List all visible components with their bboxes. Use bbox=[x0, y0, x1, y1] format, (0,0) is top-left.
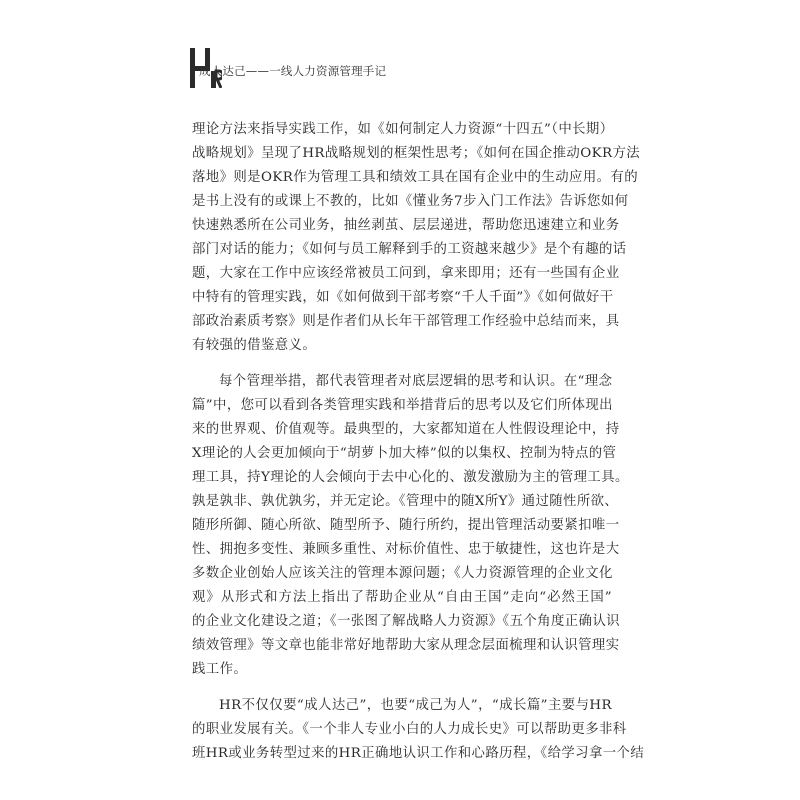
text-line: HR不仅仅要“成人达己”，也要“成己为人”，“成长篇”主要与HR bbox=[219, 698, 612, 713]
text-line: 随形所御、随心所欲、随型所予、随行所约，提出管理活动要紧扣唯一 bbox=[192, 518, 620, 533]
text-line: 的企业文化建设之道；《一张图了解战略人力资源》《五个角度正确认识 bbox=[192, 614, 620, 629]
text-line: 理论方法来指导实践工作，如《如何制定人力资源“十四五”（中长期） bbox=[192, 122, 614, 137]
text-line: 孰是孰非、孰优孰劣，并无定论。《管理中的随X所Y》通过随性所欲、 bbox=[192, 494, 619, 509]
text-line: 是书上没有的或课上不教的，比如《懂业务7步入门工作法》告诉您如何 bbox=[192, 194, 629, 209]
text-line: 中特有的管理实践，如《如何做到干部考察“千人千面”》《如何做好干 bbox=[192, 290, 614, 305]
paragraph bbox=[192, 694, 645, 766]
text-line: 班HR或业务转型过来的HR正确地认识工作和心路历程，《给学习拿一个结 bbox=[192, 746, 645, 761]
text-line: 题，大家在工作中应该经常被员工问到，拿来即用；还有一些国有企业 bbox=[192, 266, 620, 281]
text-line: 观》从形式和方法上指出了帮助企业从“自由王国”走向“必然王国” bbox=[192, 590, 612, 605]
paragraph-gap bbox=[192, 358, 612, 370]
text-line: 快速熟悉所在公司业务，抽丝剥茧、层层递进，帮助您迅速建立和业务 bbox=[192, 218, 620, 233]
text-line: 理工具，持Y理论的人会倾向于去中心化的、激发激励为主的管理工具。 bbox=[192, 470, 629, 485]
paragraph bbox=[192, 118, 641, 358]
text-line: 的职业发展有关。《一个非人专业小白的人力成长史》可以帮助更多非科 bbox=[192, 722, 627, 737]
text-line: 性、拥抱多变性、兼顾多重性、对标价值性、忠于敏捷性，这也许是大 bbox=[192, 542, 620, 557]
text-line: 落地》则是OKR作为管理工具和绩效工具在国有企业中的生动应用。有的 bbox=[192, 170, 638, 185]
text-line: 部门对话的能力；《如何与员工解释到手的工资越来越少》是个有趣的话 bbox=[192, 242, 627, 257]
paragraph-gap bbox=[192, 682, 612, 694]
text-line: 有较强的借鉴意义。 bbox=[192, 338, 317, 353]
paragraph bbox=[192, 370, 629, 682]
running-header: 成人达己——一线人力资源管理手记 bbox=[199, 64, 387, 78]
text-line: 绩效管理》等文章也能非常好地帮助大家从理念层面梳理和认识管理实 bbox=[192, 638, 620, 653]
text-line: 战略规划》呈现了HR战略规划的框架性思考；《如何在国企推动OKR方法 bbox=[192, 146, 641, 161]
text-line: 多数企业创始人应该关注的管理本源问题；《人力资源管理的企业文化 bbox=[192, 566, 613, 581]
text-line: 每个管理举措，都代表管理者对底层逻辑的思考和认识。在“理念 bbox=[219, 374, 613, 389]
article-body bbox=[192, 118, 645, 766]
text-line: X理论的人会更加倾向于“胡萝卜加大棒”似的以集权、控制为特点的管 bbox=[192, 446, 617, 461]
text-line: 部政治素质考察》则是作者们从长年干部管理工作经验中总结而来，具 bbox=[192, 314, 620, 329]
text-line: 来的世界观、价值观等。最典型的，大家都知道在人性假设理论中，持 bbox=[192, 422, 620, 437]
text-line: 篇”中，您可以看到各类管理实践和举措背后的思考以及它们所体现出 bbox=[192, 398, 613, 413]
text-line: 践工作。 bbox=[192, 662, 248, 677]
